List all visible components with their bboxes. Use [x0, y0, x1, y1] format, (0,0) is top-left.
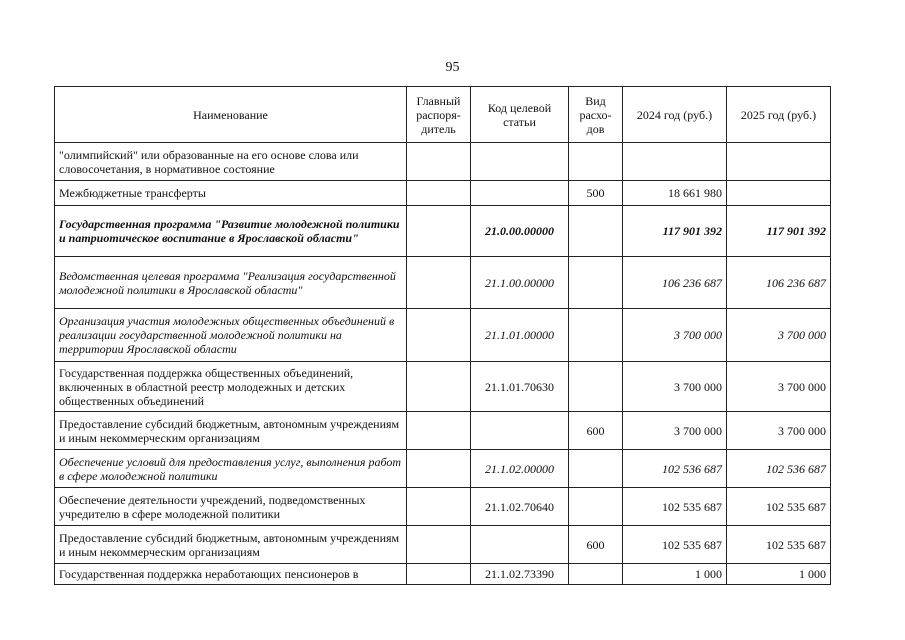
- row-code-cell: 21.0.00.00000: [471, 206, 569, 257]
- row-name-cell: Обеспечение деятельности учреждений, подведомственных учредителю в сфере молодежной политики: [55, 488, 407, 526]
- row-chief-cell: [407, 181, 471, 206]
- row-code-cell: 21.1.02.00000: [471, 450, 569, 488]
- row-name-cell: Межбюджетные трансферты: [55, 181, 407, 206]
- row-name-cell: Ведомственная целевая программа "Реализация государственной молодежной политики в Ярославской области": [55, 257, 407, 309]
- row-2025-cell: 102 535 687: [727, 488, 831, 526]
- row-code-cell: [471, 181, 569, 206]
- header-name: Наименование: [55, 87, 407, 143]
- row-2024-cell: 117 901 392: [623, 206, 727, 257]
- row-kind-cell: [569, 143, 623, 181]
- table-body: [55, 143, 831, 585]
- row-2025-cell: 3 700 000: [727, 362, 831, 412]
- row-name-cell: Организация участия молодежных общественных объединений в реализации государственной молодежной политики на территории Ярославской области: [55, 309, 407, 362]
- table-row: [55, 309, 831, 362]
- row-2024-cell: 102 535 687: [623, 526, 727, 564]
- row-kind-cell: [569, 450, 623, 488]
- row-2024-cell: 102 535 687: [623, 488, 727, 526]
- row-chief-cell: [407, 450, 471, 488]
- row-name-cell: Государственная поддержка неработающих пенсионеров в: [55, 564, 407, 585]
- row-chief-cell: [407, 143, 471, 181]
- row-code-cell: [471, 143, 569, 181]
- table-row: [55, 412, 831, 450]
- row-code-cell: 21.1.00.00000: [471, 257, 569, 309]
- table-row: [55, 488, 831, 526]
- table-row: [55, 206, 831, 257]
- row-name-cell: "олимпийский" или образованные на его основе слова или словосочетания, в нормативное состояние: [55, 143, 407, 181]
- row-kind-cell: [569, 309, 623, 362]
- row-2025-cell: 102 535 687: [727, 526, 831, 564]
- row-2025-cell: 117 901 392: [727, 206, 831, 257]
- row-2024-cell: [623, 143, 727, 181]
- header-chief: Главный распоря-дитель: [407, 87, 471, 143]
- row-code-cell: [471, 412, 569, 450]
- row-kind-cell: [569, 564, 623, 585]
- row-kind-cell: 600: [569, 412, 623, 450]
- table-header-row: [55, 87, 831, 143]
- row-code-cell: 21.1.01.70630: [471, 362, 569, 412]
- row-chief-cell: [407, 309, 471, 362]
- table-row: [55, 450, 831, 488]
- row-name-cell: Государственная поддержка общественных объединений, включенных в областной реестр молодежных и детских общественных объединений: [55, 362, 407, 412]
- row-chief-cell: [407, 488, 471, 526]
- row-code-cell: 21.1.01.00000: [471, 309, 569, 362]
- row-2025-cell: 1 000: [727, 564, 831, 585]
- table-row: [55, 143, 831, 181]
- row-kind-cell: 600: [569, 526, 623, 564]
- row-chief-cell: [407, 412, 471, 450]
- row-2025-cell: 102 536 687: [727, 450, 831, 488]
- row-2025-cell: 106 236 687: [727, 257, 831, 309]
- row-2025-cell: 3 700 000: [727, 309, 831, 362]
- row-2024-cell: 3 700 000: [623, 362, 727, 412]
- row-code-cell: [471, 526, 569, 564]
- table-row: [55, 362, 831, 412]
- row-2024-cell: 18 661 980: [623, 181, 727, 206]
- row-chief-cell: [407, 526, 471, 564]
- row-code-cell: 21.1.02.70640: [471, 488, 569, 526]
- row-kind-cell: [569, 488, 623, 526]
- row-2024-cell: 3 700 000: [623, 309, 727, 362]
- row-2024-cell: 3 700 000: [623, 412, 727, 450]
- page-number: 95: [445, 60, 460, 75]
- table-row: [55, 526, 831, 564]
- row-code-cell: 21.1.02.73390: [471, 564, 569, 585]
- row-2024-cell: 102 536 687: [623, 450, 727, 488]
- row-2025-cell: 3 700 000: [727, 412, 831, 450]
- row-chief-cell: [407, 564, 471, 585]
- row-kind-cell: [569, 362, 623, 412]
- row-name-cell: Обеспечение условий для предоставления услуг, выполнения работ в сфере молодежной политики: [55, 450, 407, 488]
- table-row: [55, 257, 831, 309]
- table-row: [55, 564, 831, 585]
- table-row: [55, 181, 831, 206]
- budget-table: [54, 86, 831, 585]
- header-kind: Вид расхо-дов: [569, 87, 623, 143]
- row-name-cell: Предоставление субсидий бюджетным, автономным учреждениям и иным некоммерческим организациям: [55, 412, 407, 450]
- row-name-cell: Государственная программа "Развитие молодежной политики и патриотическое воспитание в Ярославской области": [55, 206, 407, 257]
- row-chief-cell: [407, 362, 471, 412]
- header-2025: 2025 год (руб.): [727, 87, 831, 143]
- row-name-cell: Предоставление субсидий бюджетным, автономным учреждениям и иным некоммерческим организациям: [55, 526, 407, 564]
- row-2024-cell: 106 236 687: [623, 257, 727, 309]
- row-kind-cell: [569, 206, 623, 257]
- row-kind-cell: 500: [569, 181, 623, 206]
- row-chief-cell: [407, 257, 471, 309]
- row-2024-cell: 1 000: [623, 564, 727, 585]
- row-2025-cell: [727, 181, 831, 206]
- row-2025-cell: [727, 143, 831, 181]
- header-2024: 2024 год (руб.): [623, 87, 727, 143]
- row-chief-cell: [407, 206, 471, 257]
- header-code: Код целевой статьи: [471, 87, 569, 143]
- row-kind-cell: [569, 257, 623, 309]
